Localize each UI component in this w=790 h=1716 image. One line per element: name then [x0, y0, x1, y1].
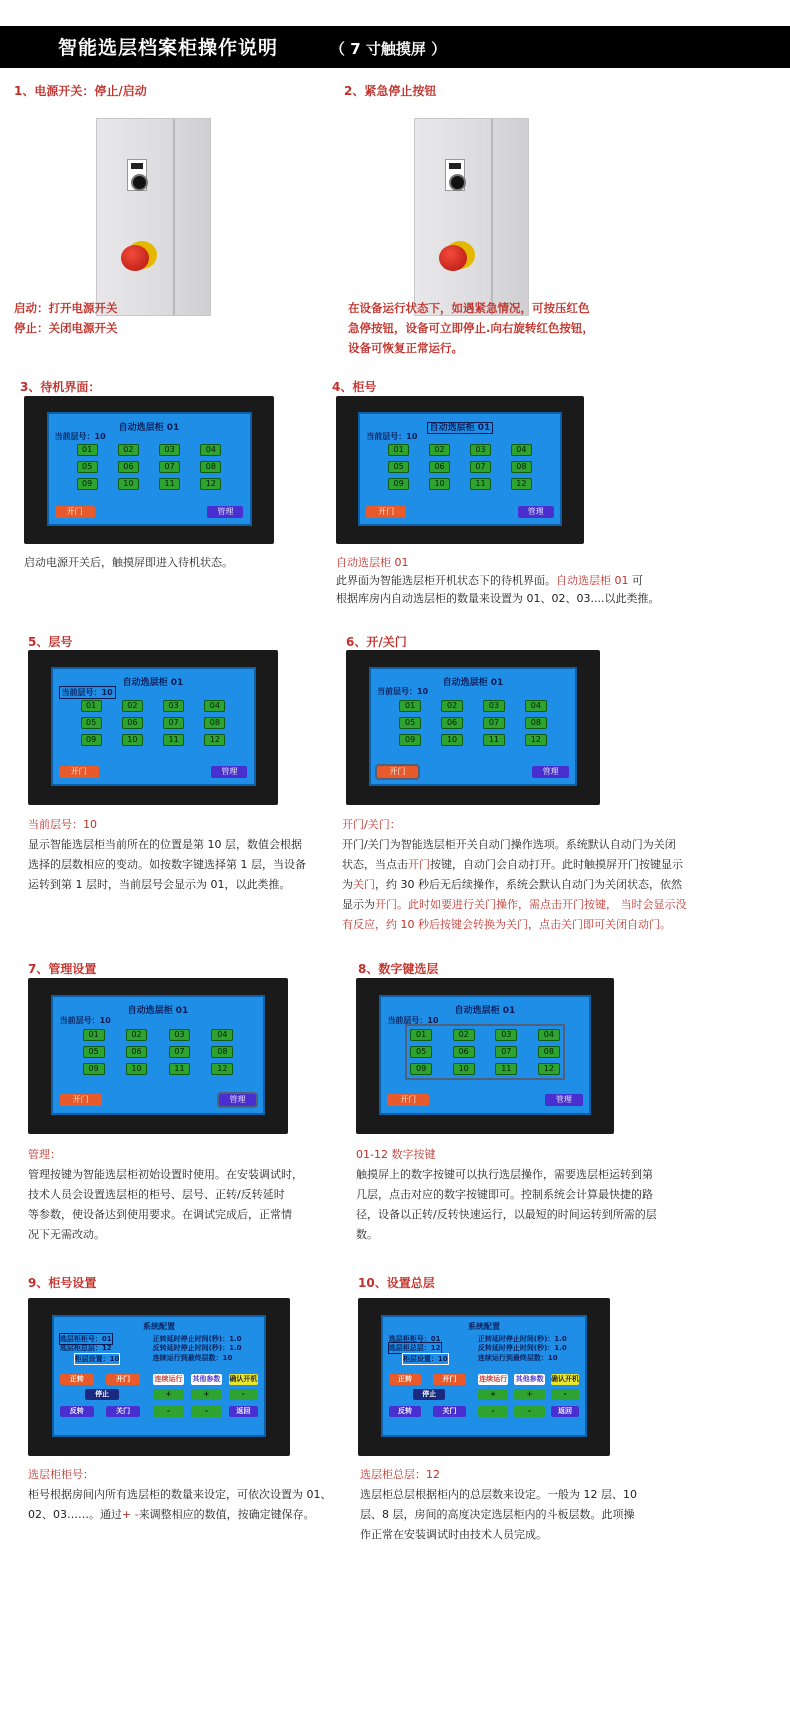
screen-title: 自动选层柜 01: [454, 1005, 516, 1016]
section-1-title: 1、电源开关：停止/启动: [14, 84, 147, 98]
section-5-title: 5、层号: [28, 635, 73, 649]
config-ext[interactable]: 柜层设置：10: [402, 1354, 448, 1363]
config-total-floors[interactable]: 选层柜总层：12: [388, 1344, 441, 1353]
floor-key-07[interactable]: 07: [495, 1046, 517, 1058]
config-total-floors[interactable]: 选层柜总层：12: [59, 1344, 112, 1353]
open-button[interactable]: 开门: [433, 1374, 465, 1385]
minus-button-2[interactable]: -: [191, 1406, 223, 1417]
floor-key-01[interactable]: 01: [83, 1029, 105, 1041]
reverse-button[interactable]: 反转: [60, 1406, 94, 1417]
floor-key-04[interactable]: 04: [211, 1029, 233, 1041]
manage-button[interactable]: 管理: [518, 506, 554, 518]
floor-key-01[interactable]: 01: [410, 1029, 432, 1041]
emergency-stop-icon: [439, 239, 479, 273]
s2-line-3: 设备可恢复正常运行。: [348, 341, 463, 355]
s9-line-2: 02、03……。通过+ -来调整相应的数值，按确定键保存。: [28, 1508, 315, 1521]
open-door-button[interactable]: 开门: [59, 766, 99, 778]
touchscreen-door: [346, 650, 600, 805]
section-4-title: 4、柜号: [332, 380, 377, 394]
plus-button-2[interactable]: +: [191, 1389, 223, 1400]
section-6-title: 6、开/关门: [346, 635, 407, 649]
plus-button[interactable]: +: [478, 1389, 508, 1400]
cabinet-photo-power: [96, 118, 211, 316]
floor-key-12[interactable]: 12: [204, 734, 225, 746]
floor-key-04[interactable]: 04: [538, 1029, 560, 1041]
s3-line-1: 启动电源开关后，触摸屏即进入待机状态。: [24, 556, 233, 569]
floor-key-08[interactable]: 08: [211, 1046, 233, 1058]
floor-key-04[interactable]: 04: [511, 444, 532, 456]
auto-run-button[interactable]: 连续运行: [154, 1374, 183, 1383]
s4-line-1: 此界面为智能选层柜开机状态下的待机界面。自动选层柜 01 可: [336, 574, 643, 587]
stop-button[interactable]: 停止: [413, 1389, 445, 1400]
open-door-button[interactable]: 开门: [377, 766, 418, 778]
floor-key-09[interactable]: 09: [77, 478, 98, 490]
floor-key-03[interactable]: 03: [159, 444, 180, 456]
current-floor: 当前层号：10: [54, 431, 106, 441]
floor-key-09[interactable]: 09: [81, 734, 102, 746]
floor-key-12[interactable]: 12: [538, 1063, 560, 1075]
floor-key-08[interactable]: 08: [538, 1046, 560, 1058]
power-switch-icon: [445, 159, 465, 191]
close-button[interactable]: 关门: [433, 1406, 465, 1417]
current-floor: 当前层号：10: [366, 431, 418, 441]
config-cabinet-no[interactable]: 选层柜柜号：01: [388, 1334, 441, 1343]
s8-line-1: 触摸屏上的数字按键可以执行选层操作，需要选层柜运转到第: [356, 1168, 653, 1181]
current-floor: 当前层号：10: [376, 687, 429, 697]
floor-key-03[interactable]: 03: [483, 700, 504, 712]
section-2-title: 2、紧急停止按钮: [344, 84, 437, 98]
floor-key-06[interactable]: 06: [429, 461, 450, 473]
floor-key-06[interactable]: 06: [126, 1046, 148, 1058]
confirm-button[interactable]: 确认开机: [229, 1374, 258, 1383]
s2-line-1: 在设备运行状态下，如遇紧急情况，可按压红色: [348, 301, 590, 315]
section-10-title: 10、设置总层: [358, 1276, 435, 1290]
s6-label: 开门/关门：: [342, 818, 401, 831]
manage-button[interactable]: 管理: [532, 766, 569, 778]
manage-button[interactable]: 管理: [211, 766, 247, 778]
floor-key-10[interactable]: 10: [118, 478, 139, 490]
emergency-stop-icon: [121, 239, 161, 273]
minus-button[interactable]: -: [153, 1406, 185, 1417]
config-fwd-delay[interactable]: 正转延时停止时间(秒)：1.0: [152, 1334, 242, 1343]
floor-key-06[interactable]: 06: [441, 717, 462, 729]
other-params-button[interactable]: 其他参数: [192, 1374, 221, 1383]
other-params-button[interactable]: 其他参数: [515, 1374, 544, 1383]
s7-line-4: 况下无需改动。: [28, 1228, 105, 1241]
plus-button-2[interactable]: +: [514, 1389, 544, 1400]
s5-line-3: 运转到第 1 层时，当前层号会显示为 01，以此类推。: [28, 878, 291, 891]
floor-key-12[interactable]: 12: [511, 478, 532, 490]
open-door-button[interactable]: 开门: [60, 1094, 102, 1106]
floor-key-07[interactable]: 07: [163, 717, 184, 729]
touchscreen-standby: [24, 396, 274, 544]
open-door-button[interactable]: 开门: [387, 1094, 429, 1106]
floor-key-11[interactable]: 11: [470, 478, 491, 490]
floor-key-11[interactable]: 11: [483, 734, 504, 746]
s8-line-4: 数。: [356, 1228, 378, 1241]
section-7-title: 7、管理设置: [28, 962, 97, 976]
s4-label: 自动选层柜 01: [336, 556, 409, 569]
floor-key-05[interactable]: 05: [77, 461, 98, 473]
config-ext[interactable]: 柜层设置：10: [74, 1354, 120, 1363]
section-9-title: 9、柜号设置: [28, 1276, 97, 1290]
floor-key-06[interactable]: 06: [122, 717, 143, 729]
touchscreen-floor: [28, 650, 278, 805]
floor-key-10[interactable]: 10: [429, 478, 450, 490]
floor-key-12[interactable]: 12: [525, 734, 546, 746]
floor-key-06[interactable]: 06: [118, 461, 139, 473]
s1-line-2: 停止：关闭电源开关: [14, 321, 118, 335]
s10-line-3: 作正常在安装调试时由技术人员完成。: [360, 1528, 547, 1541]
s5-label: 当前层号：10: [28, 818, 97, 831]
touchscreen-number-keys: [356, 978, 614, 1134]
floor-key-07[interactable]: 07: [470, 461, 491, 473]
floor-key-03[interactable]: 03: [470, 444, 491, 456]
screen-title: 自动选层柜 01: [360, 420, 559, 433]
floor-key-04[interactable]: 04: [525, 700, 546, 712]
back-button[interactable]: 返回: [229, 1406, 259, 1417]
current-floor: 当前层号：10: [59, 686, 116, 699]
floor-key-11[interactable]: 11: [163, 734, 184, 746]
floor-key-11[interactable]: 11: [159, 478, 180, 490]
floor-key-10[interactable]: 10: [122, 734, 143, 746]
s8-line-2: 几层，点击对应的数字按键即可。控制系统会计算最快捷的路: [356, 1188, 653, 1201]
reverse-button[interactable]: 反转: [389, 1406, 421, 1417]
floor-key-02[interactable]: 02: [453, 1029, 475, 1041]
floor-key-02[interactable]: 02: [429, 444, 450, 456]
s7-label: 管理：: [28, 1148, 61, 1161]
power-switch-icon: [127, 159, 147, 191]
minus-button[interactable]: -: [478, 1406, 508, 1417]
floor-key-09[interactable]: 09: [388, 478, 409, 490]
s5-line-1: 显示智能选层柜当前所在的位置是第 10 层，数值会根据: [28, 838, 302, 851]
floor-key-05[interactable]: 05: [81, 717, 102, 729]
floor-key-08[interactable]: 08: [204, 717, 225, 729]
config-title: 系统配置: [468, 1321, 500, 1331]
floor-key-10[interactable]: 10: [441, 734, 462, 746]
floor-key-06[interactable]: 06: [453, 1046, 475, 1058]
floor-key-05[interactable]: 05: [83, 1046, 105, 1058]
floor-key-12[interactable]: 12: [200, 478, 221, 490]
floor-key-03[interactable]: 03: [163, 700, 184, 712]
touchscreen-config-cabinet: [28, 1298, 290, 1456]
floor-key-01[interactable]: 01: [399, 700, 420, 712]
s9-line-1: 柜号根据房间内所有选层柜的数量来设定，可依次设置为 01、: [28, 1488, 332, 1501]
s7-line-3: 等参数，使设备达到使用要求。在调试完成后，正常情: [28, 1208, 292, 1221]
floor-key-08[interactable]: 08: [200, 461, 221, 473]
open-door-button[interactable]: 开门: [55, 506, 95, 518]
floor-key-03[interactable]: 03: [169, 1029, 191, 1041]
floor-key-09[interactable]: 09: [83, 1063, 105, 1075]
s10-label: 选层柜总层：12: [360, 1468, 440, 1481]
s1-line-1: 启动：打开电源开关: [14, 301, 118, 315]
current-floor: 当前层号：10: [387, 1015, 439, 1025]
s8-line-3: 径，设备以正转/反转快速运行，以最短的时间运转到所需的层: [356, 1208, 657, 1221]
floor-key-04[interactable]: 04: [200, 444, 221, 456]
floor-key-07[interactable]: 07: [483, 717, 504, 729]
floor-key-11[interactable]: 11: [169, 1063, 191, 1075]
s10-line-2: 层、8 层，房间的高度决定选层柜内的斗板层数。此项操: [360, 1508, 635, 1521]
floor-key-05[interactable]: 05: [399, 717, 420, 729]
config-max-floor[interactable]: 连续运行到最终层数：10: [477, 1353, 558, 1362]
plus-button[interactable]: +: [153, 1389, 185, 1400]
floor-key-04[interactable]: 04: [204, 700, 225, 712]
s2-line-2: 急停按钮，设备可立即停止.向右旋转红色按钮，: [348, 321, 594, 335]
s7-line-2: 技术人员会设置选层柜的柜号、层号、正转/反转延时: [28, 1188, 285, 1201]
config-title: 系统配置: [143, 1321, 175, 1331]
config-cabinet-no[interactable]: 选层柜柜号：01: [59, 1334, 112, 1343]
s10-line-1: 选层柜总层根据柜内的总层数来设定。一般为 12 层、10: [360, 1488, 637, 1501]
config-fwd-delay[interactable]: 正转延时停止时间(秒)：1.0: [477, 1334, 567, 1343]
floor-key-05[interactable]: 05: [388, 461, 409, 473]
touchscreen-cabinet-no: [336, 396, 584, 544]
open-button[interactable]: 开门: [106, 1374, 140, 1385]
floor-key-02[interactable]: 02: [441, 700, 462, 712]
s6-line-3: 为关门，约 30 秒后无后续操作，系统会默认自动门为关闭状态，依然: [342, 878, 682, 891]
page-subtitle: （ 7 寸触摸屏 ）: [330, 40, 447, 58]
s9-label: 选层柜柜号：: [28, 1468, 94, 1481]
minus-button-2[interactable]: -: [514, 1406, 544, 1417]
touchscreen-manage: [28, 978, 288, 1134]
s7-line-1: 管理按键为智能选层柜初始设置时使用。在安装调试时，: [28, 1168, 303, 1181]
back-button[interactable]: 返回: [551, 1406, 579, 1417]
s5-line-2: 选择的层数相应的变动。如按数字键选择第 1 层，当设备: [28, 858, 306, 871]
manage-button[interactable]: 管理: [219, 1094, 257, 1106]
floor-key-09[interactable]: 09: [399, 734, 420, 746]
minus-button-3[interactable]: -: [551, 1389, 579, 1400]
floor-key-12[interactable]: 12: [211, 1063, 233, 1075]
floor-key-10[interactable]: 10: [453, 1063, 475, 1075]
floor-key-02[interactable]: 02: [126, 1029, 148, 1041]
floor-key-01[interactable]: 01: [77, 444, 98, 456]
floor-key-02[interactable]: 02: [122, 700, 143, 712]
open-door-button[interactable]: 开门: [366, 506, 406, 518]
screen-title: 自动选层柜 01: [442, 677, 504, 688]
forward-button[interactable]: 正转: [60, 1374, 94, 1385]
floor-key-01[interactable]: 01: [388, 444, 409, 456]
stop-button[interactable]: 停止: [85, 1389, 119, 1400]
section-3-title: 3、待机界面：: [20, 380, 101, 394]
floor-key-10[interactable]: 10: [126, 1063, 148, 1075]
screen-title: 自动选层柜 01: [122, 677, 184, 688]
current-floor: 当前层号：10: [59, 1015, 111, 1025]
floor-key-07[interactable]: 07: [169, 1046, 191, 1058]
screen-title: 自动选层柜 01: [118, 422, 180, 433]
confirm-button[interactable]: 确认开机: [551, 1374, 580, 1383]
page-title: 智能选层档案柜操作说明: [58, 37, 279, 59]
cabinet-photo-estop: [414, 118, 529, 316]
floor-key-02[interactable]: 02: [118, 444, 139, 456]
floor-key-01[interactable]: 01: [81, 700, 102, 712]
close-button[interactable]: 关门: [106, 1406, 140, 1417]
minus-button-3[interactable]: -: [229, 1389, 259, 1400]
s6-line-2: 状态，当点击开门按键，自动门会自动打开。此时触摸屏开门按键显示: [342, 858, 683, 871]
touchscreen-config-total: [358, 1298, 610, 1456]
floor-key-08[interactable]: 08: [525, 717, 546, 729]
s6-line-5: 有反应，约 10 秒后按键会转换为关门，点击关门即可关闭自动门。: [342, 918, 671, 931]
config-rev-delay[interactable]: 反转延时停止时间(秒)：1.0: [152, 1344, 242, 1353]
floor-key-09[interactable]: 09: [410, 1063, 432, 1075]
screen-title: 自动选层柜 01: [127, 1005, 189, 1016]
s6-line-1: 开门/关门为智能选层柜开关自动门操作选项。系统默认自动门为关闭: [342, 838, 676, 851]
floor-key-03[interactable]: 03: [495, 1029, 517, 1041]
config-rev-delay[interactable]: 反转延时停止时间(秒)：1.0: [477, 1344, 567, 1353]
s4-line-2: 根据库房内自动选层柜的数量来设置为 01、02、03....以此类推。: [336, 592, 660, 605]
section-8-title: 8、数字键选层: [358, 962, 439, 976]
forward-button[interactable]: 正转: [389, 1374, 421, 1385]
manage-button[interactable]: 管理: [207, 506, 243, 518]
auto-run-button[interactable]: 连续运行: [479, 1374, 508, 1383]
manage-button[interactable]: 管理: [545, 1094, 582, 1106]
floor-key-07[interactable]: 07: [159, 461, 180, 473]
floor-key-11[interactable]: 11: [495, 1063, 517, 1075]
s8-label: 01-12 数字按键: [356, 1148, 436, 1161]
floor-key-05[interactable]: 05: [410, 1046, 432, 1058]
floor-key-08[interactable]: 08: [511, 461, 532, 473]
s6-line-4: 显示为开门。此时如要进行关门操作，需点击开门按键， 当时会显示没: [342, 898, 687, 911]
config-max-floor[interactable]: 连续运行到最终层数：10: [152, 1353, 233, 1362]
